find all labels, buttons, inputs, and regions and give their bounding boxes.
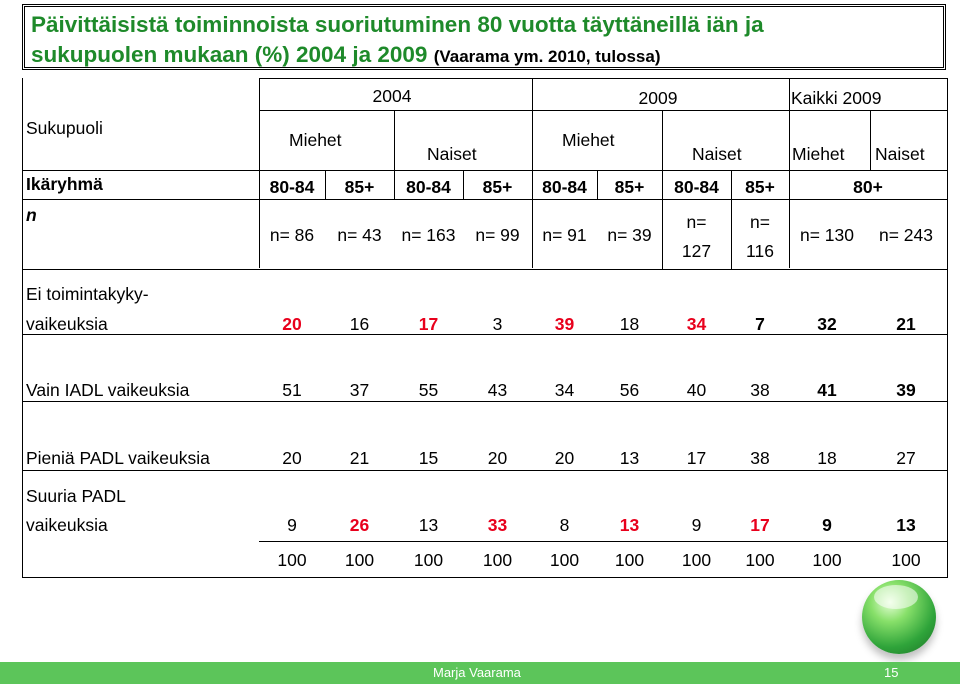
title-box bbox=[22, 4, 946, 70]
table-cell: 55 bbox=[418, 380, 439, 400]
table-cell: 9 bbox=[822, 515, 832, 535]
table-cell: 18 bbox=[817, 448, 837, 468]
table-cell: 33 bbox=[487, 515, 508, 535]
table-right-border bbox=[947, 78, 948, 578]
total-cell: 100 bbox=[812, 550, 842, 570]
table-cell: 7 bbox=[755, 314, 765, 334]
n-value: n= 99 bbox=[475, 225, 520, 245]
table-cell: 43 bbox=[487, 380, 508, 400]
col-sep-2004 bbox=[394, 110, 395, 170]
row-label: Ei toimintakyky- bbox=[26, 284, 149, 304]
header-naiset-kaikki: Naiset bbox=[875, 144, 925, 164]
table-cell: 21 bbox=[349, 448, 370, 468]
n-row-bottom-line bbox=[22, 269, 948, 270]
table-cell: 17 bbox=[750, 515, 770, 535]
table-cell: 20 bbox=[487, 448, 508, 468]
row-label: Pieniä PADL vaikeuksia bbox=[26, 448, 210, 468]
age-group: 80-84 bbox=[674, 177, 719, 197]
n-value-line2: 116 bbox=[746, 241, 774, 261]
total-cell: 100 bbox=[614, 550, 645, 570]
total-cell: 100 bbox=[277, 550, 307, 570]
row-label: Vain IADL vaikeuksia bbox=[26, 380, 190, 400]
header-miehet-kaikki: Miehet bbox=[792, 144, 845, 164]
header-naiset-2004: Naiset bbox=[427, 144, 477, 164]
header-naiset-2009: Naiset bbox=[692, 144, 742, 164]
n-value: n= 130 bbox=[799, 225, 854, 245]
table-cell: 38 bbox=[750, 448, 770, 468]
n-value: n= bbox=[686, 212, 707, 232]
header-year-2004: 2004 bbox=[372, 86, 412, 106]
col-sep-kaikki-sex bbox=[870, 110, 871, 170]
table-cell: 8 bbox=[559, 515, 570, 535]
table-cell: 34 bbox=[686, 314, 707, 334]
table-cell: 13 bbox=[619, 515, 640, 535]
table-cell: 37 bbox=[349, 380, 370, 400]
age-group: 85+ bbox=[482, 177, 513, 197]
table-cell: 34 bbox=[554, 380, 575, 400]
table-cell: 15 bbox=[418, 448, 439, 468]
header-n: n bbox=[26, 205, 37, 225]
page-number: 15 bbox=[884, 665, 899, 680]
header-miehet-2009: Miehet bbox=[562, 130, 615, 150]
total-cell: 100 bbox=[344, 550, 375, 570]
table-cell: 21 bbox=[896, 314, 916, 334]
col-sep-2009 bbox=[662, 110, 663, 170]
row2-bottom-line bbox=[22, 401, 948, 402]
table-cell: 41 bbox=[817, 380, 837, 400]
total-cell: 100 bbox=[549, 550, 580, 570]
table-cell: 40 bbox=[686, 380, 707, 400]
title-line-2 bbox=[31, 40, 937, 72]
table-cell: 9 bbox=[691, 515, 702, 535]
title-line-2-text: sukupuolen mukaan (%) 2004 ja 2009 bbox=[31, 42, 428, 67]
table-cell: 51 bbox=[282, 380, 302, 400]
n-value: n= bbox=[750, 212, 770, 232]
table-cell: 20 bbox=[282, 314, 302, 334]
header-ikaryhma: Ikäryhmä bbox=[26, 174, 103, 194]
total-cell: 100 bbox=[413, 550, 444, 570]
header-sukupuoli: Sukupuoli bbox=[26, 118, 103, 138]
n-value: n= 86 bbox=[269, 225, 315, 245]
age-group: 85+ bbox=[344, 177, 375, 197]
footer-bar bbox=[0, 662, 960, 684]
table-bottom-line bbox=[22, 577, 948, 578]
table-cell: 18 bbox=[619, 314, 640, 334]
age-group: 85+ bbox=[745, 177, 775, 197]
n-value: n= 91 bbox=[542, 225, 587, 245]
table-cell: 13 bbox=[418, 515, 439, 535]
title-line-1: Päivittäisistä toiminnoista suoriutuminen 80 vuotta täyttäneillä iän ja bbox=[31, 12, 764, 37]
n-value: n= 43 bbox=[337, 225, 382, 245]
row-label-line2: vaikeuksia bbox=[26, 314, 108, 334]
total-cell: 100 bbox=[681, 550, 712, 570]
table-cell: 56 bbox=[619, 380, 640, 400]
age-group: 80-84 bbox=[542, 177, 587, 197]
n-row-top-line bbox=[22, 199, 948, 200]
table-cell: 26 bbox=[349, 515, 370, 535]
table-cell: 17 bbox=[418, 314, 439, 334]
n-value: n= 163 bbox=[401, 225, 456, 245]
table-cell: 39 bbox=[896, 380, 916, 400]
age-group-all: 80+ bbox=[853, 177, 883, 197]
total-cell: 100 bbox=[891, 550, 921, 570]
age-group: 85+ bbox=[614, 177, 645, 197]
row-label-line2: vaikeuksia bbox=[26, 515, 108, 535]
table-cell: 3 bbox=[492, 314, 503, 334]
data-table bbox=[22, 78, 948, 578]
header-miehet-2004: Miehet bbox=[289, 130, 342, 150]
table-cell: 39 bbox=[554, 314, 575, 334]
table-cell: 20 bbox=[554, 448, 575, 468]
table-left-border bbox=[22, 78, 23, 578]
age-group: 80-84 bbox=[269, 177, 315, 197]
table-cell: 13 bbox=[896, 515, 916, 535]
total-cell: 100 bbox=[482, 550, 513, 570]
table-cell: 27 bbox=[896, 448, 916, 468]
table-cell: 16 bbox=[349, 314, 370, 334]
table-cell: 32 bbox=[817, 314, 837, 334]
row-label: Suuria PADL bbox=[26, 486, 126, 506]
ikaryhma-row-top-line bbox=[22, 170, 948, 171]
table-cell: 13 bbox=[619, 448, 640, 468]
header-year-2009: 2009 bbox=[638, 88, 678, 108]
age-group: 80-84 bbox=[406, 177, 451, 197]
total-cell: 100 bbox=[745, 550, 775, 570]
table-cell: 17 bbox=[686, 448, 707, 468]
row3-bottom-line bbox=[22, 470, 948, 471]
header-top-line bbox=[259, 78, 948, 79]
year-row-line bbox=[259, 110, 948, 111]
header-kaikki-2009: Kaikki 2009 bbox=[791, 88, 882, 108]
orb-highlight bbox=[874, 585, 918, 609]
n-value-line2: 127 bbox=[681, 241, 712, 261]
table-cell: 20 bbox=[282, 448, 302, 468]
n-value: n= 243 bbox=[878, 225, 933, 245]
footer-author: Marja Vaarama bbox=[433, 665, 521, 680]
row1-bottom-line bbox=[22, 334, 948, 335]
n-value: n= 39 bbox=[607, 225, 652, 245]
row4-bottom-line bbox=[259, 541, 948, 542]
title-source: (Vaarama ym. 2010, tulossa) bbox=[433, 47, 661, 66]
table-cell: 38 bbox=[750, 380, 770, 400]
table-cell: 9 bbox=[287, 515, 297, 535]
